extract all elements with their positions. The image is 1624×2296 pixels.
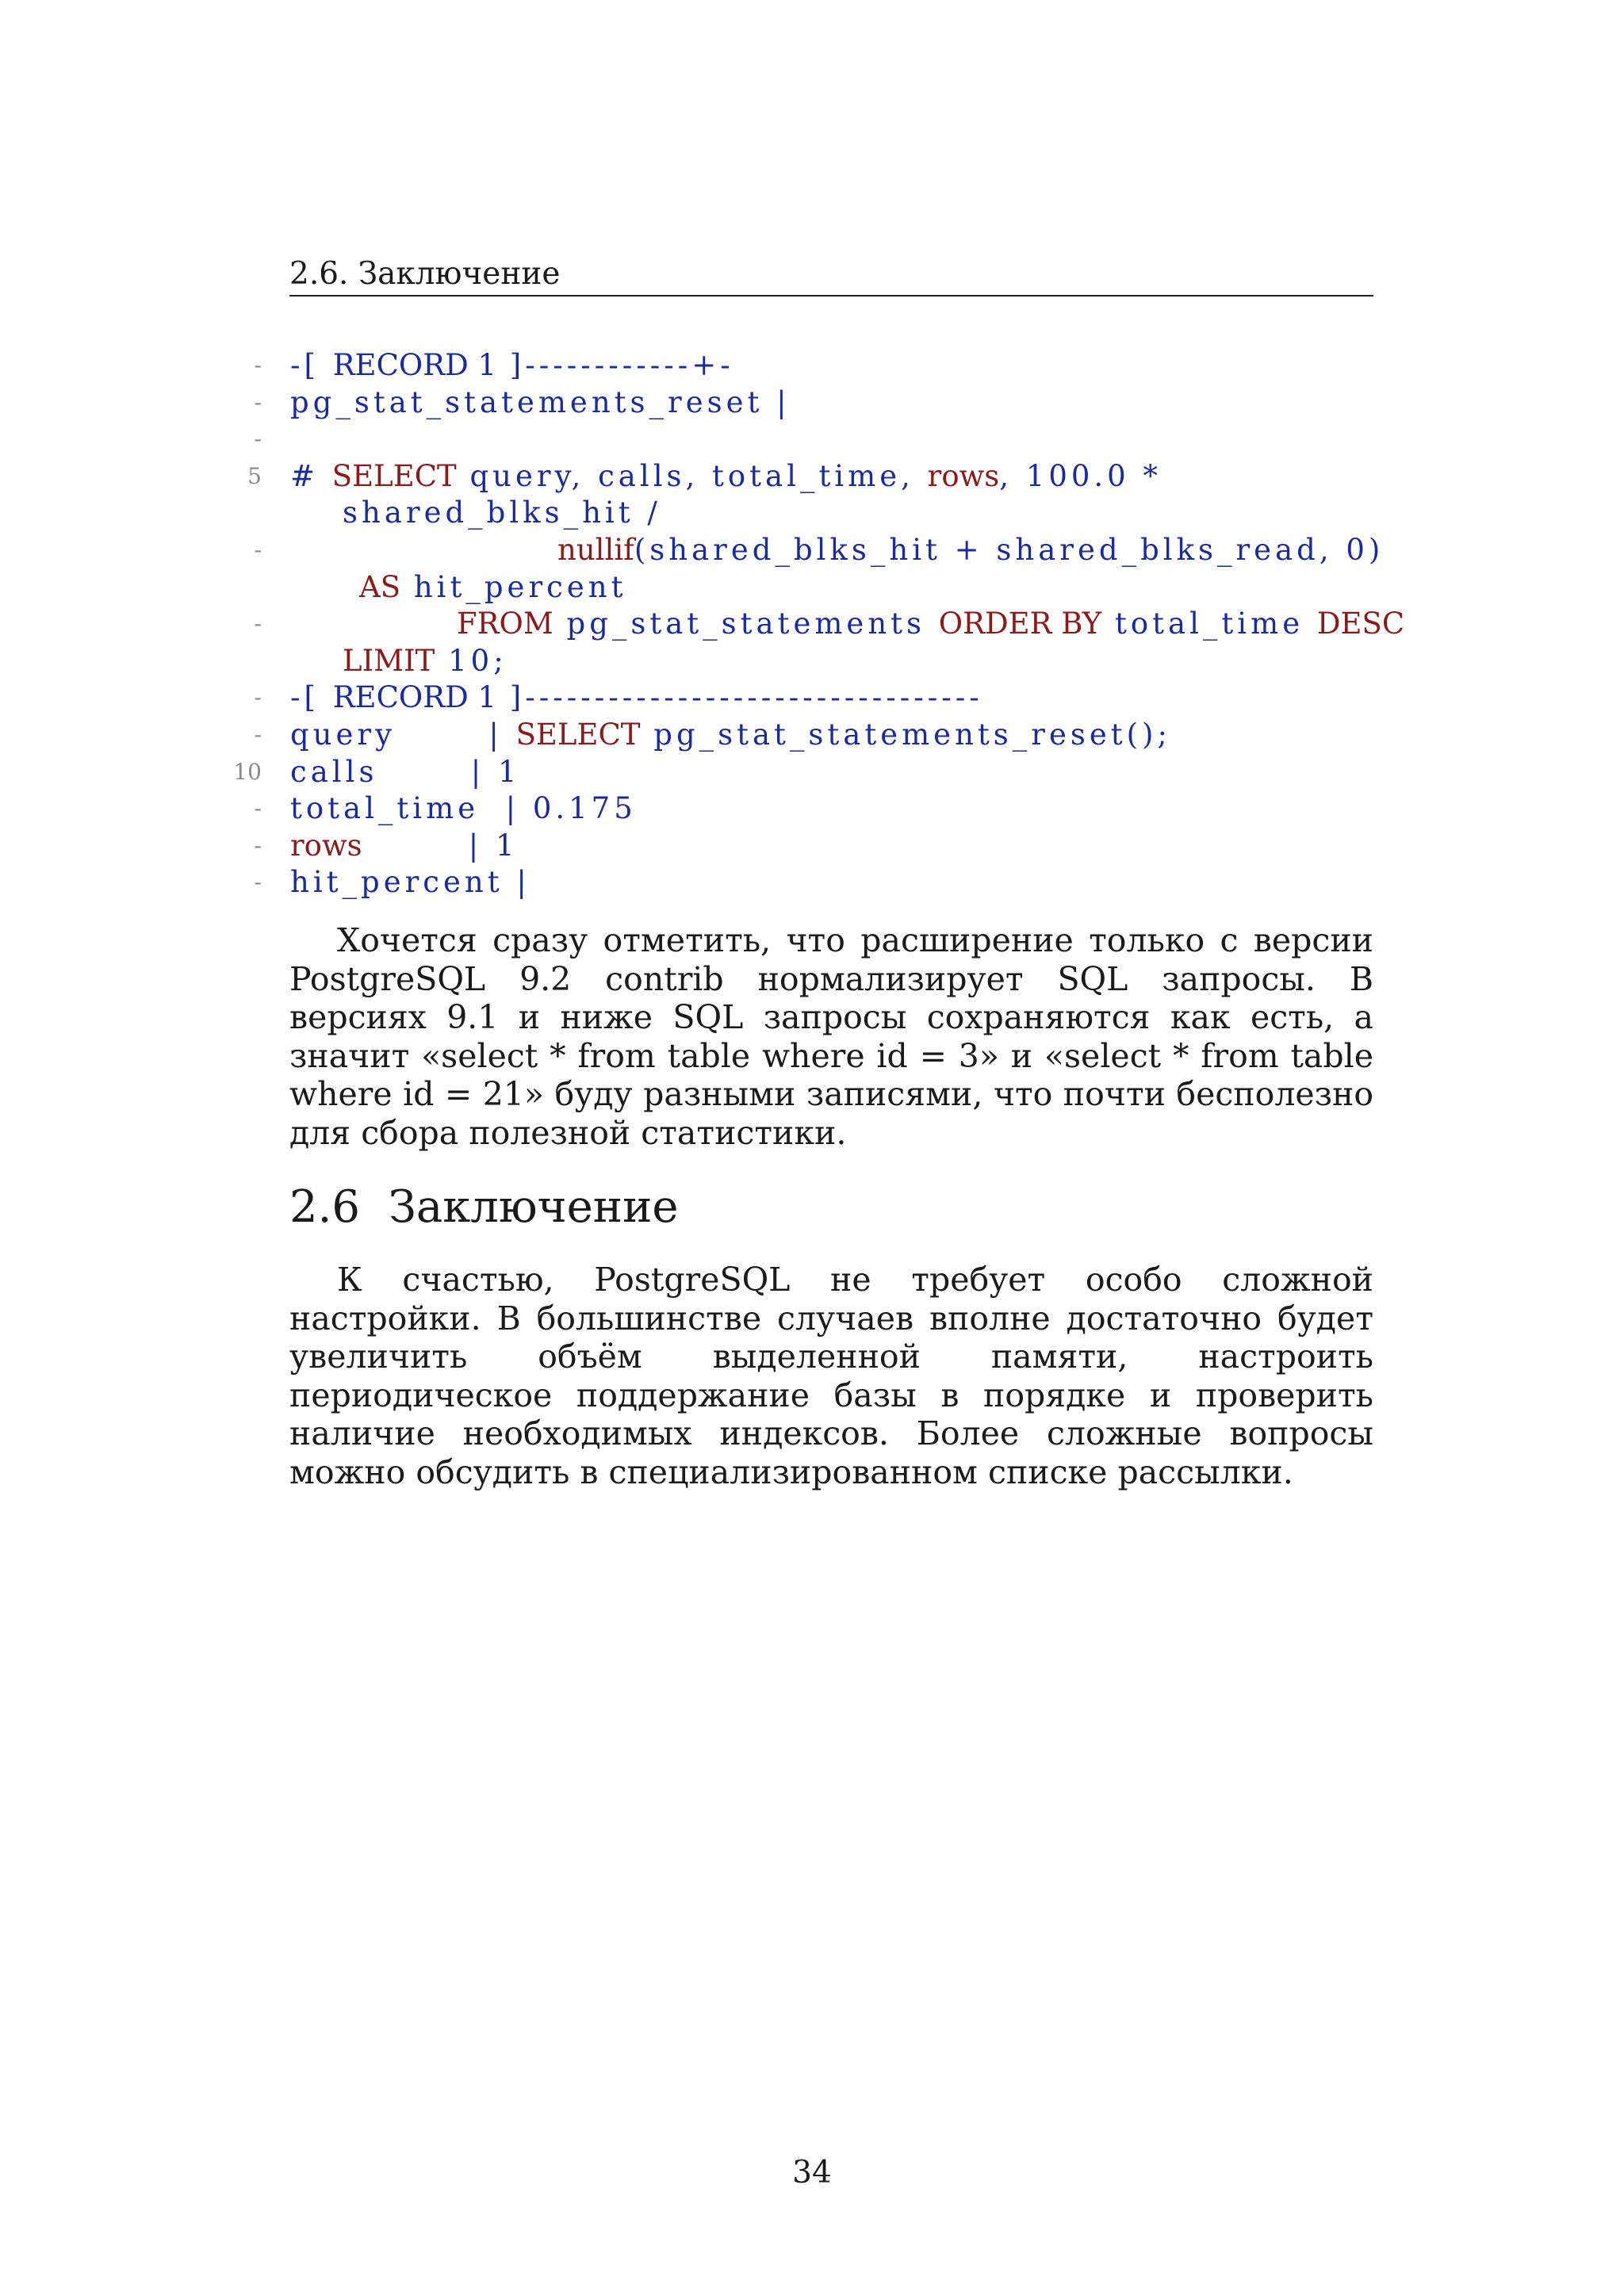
code-line-number: -: [254, 610, 262, 637]
code-text: [290, 495, 661, 531]
code-token: ORDER BY: [938, 607, 1102, 641]
code-token: total_time | 0.175: [290, 791, 637, 826]
code-token: RECORD 1: [332, 348, 497, 382]
code-line-number: -: [254, 832, 262, 859]
code-line-number: -: [254, 352, 262, 378]
code-token: total_time: [1101, 607, 1317, 641]
code-text: [290, 864, 530, 901]
code-line: [228, 828, 1386, 865]
code-token: ]---------------------------------: [496, 680, 983, 715]
code-line: [228, 569, 1386, 607]
code-token: pg_stat_statements: [553, 607, 939, 641]
code-token: query, calls, total_time,: [456, 458, 928, 493]
code-token: pg_stat_statements_reset |: [290, 385, 791, 419]
header-rule: [289, 295, 1373, 297]
code-token: ]------------+-: [496, 348, 734, 382]
code-line-number: -: [254, 684, 262, 711]
code-token: SELECT: [331, 458, 457, 493]
code-line-number: 10: [233, 758, 262, 785]
code-token: -[: [290, 680, 333, 715]
code-listing: [228, 347, 1405, 901]
code-token: AS: [359, 569, 401, 604]
code-text: [290, 606, 1404, 642]
code-line-number: -: [254, 869, 262, 896]
code-token: -[: [290, 348, 333, 382]
code-token: shared_blks_hit /: [343, 496, 661, 530]
code-text: [290, 754, 521, 790]
code-line: [228, 421, 1386, 458]
section-number: 2.6: [289, 1181, 361, 1233]
code-line-number: -: [254, 536, 262, 563]
code-line-number: -: [254, 721, 262, 748]
code-line: [228, 790, 1386, 828]
code-text: [290, 532, 1384, 568]
code-line-number: -: [254, 795, 262, 822]
code-text: [290, 828, 518, 864]
code-text: [290, 385, 791, 421]
code-text: [290, 643, 508, 679]
code-token: rows: [927, 458, 1000, 493]
code-line: [228, 717, 1386, 754]
code-token: nullif: [557, 532, 634, 567]
code-line: [228, 606, 1405, 643]
code-token: calls | 1: [290, 754, 521, 789]
code-text: [290, 569, 626, 606]
code-token: , 100.0 *: [999, 458, 1162, 493]
code-token: 10;: [435, 643, 508, 678]
code-token: hit_percent |: [290, 865, 530, 900]
body-paragraph-pg-stat-note: Хочется сразу отметить, что расширение только с версии PostgreSQL 9.2 contrib нормализирует SQL запросы. В версиях 9.1 и ниже SQL запросы сохраняются как есть, а значит «select * from table where id = 3» и «select * from table where id = 21» буду разными записями, что почти бесполезно для сбора полезной статистики.: [289, 921, 1373, 1152]
code-text: [290, 790, 637, 827]
code-text: [290, 347, 734, 384]
code-line: [228, 458, 1386, 496]
code-token: DESC: [1316, 607, 1405, 641]
code-token: query |: [290, 717, 516, 752]
section-title: Заключение: [389, 1181, 679, 1233]
section-heading: [289, 1180, 679, 1235]
code-line-number: -: [254, 426, 262, 453]
code-line-number: 5: [247, 462, 262, 489]
code-token: LIMIT: [343, 643, 435, 678]
code-line: [228, 347, 1386, 385]
code-line: [228, 385, 1386, 422]
code-line: [228, 679, 1386, 717]
code-line-number: -: [254, 388, 262, 415]
code-text: [290, 458, 1162, 495]
code-line: [228, 643, 1386, 680]
code-token: FROM: [457, 607, 553, 641]
code-line: [228, 532, 1386, 569]
code-line: [228, 754, 1386, 791]
code-token: hit_percent: [400, 569, 627, 604]
code-text: [290, 717, 1171, 753]
code-line: [228, 495, 1386, 532]
body-paragraph-conclusion: К счастью, PostgreSQL не требует особо сложной настройки. В большинстве случаев вполне достаточно будет увеличить объём выделенной памяти, настроить периодическое поддержание базы в порядке и проверить наличие необходимых индексов. Более сложные вопросы можно обсудить в специализированном списке рассылки.: [289, 1261, 1373, 1491]
code-text: [290, 679, 983, 716]
code-token: rows: [290, 828, 362, 863]
code-token: RECORD 1: [332, 680, 497, 715]
page-number: 34: [792, 2155, 832, 2191]
code-token: SELECT: [515, 717, 641, 752]
running-header: 2.6. Заключение: [289, 256, 561, 292]
code-token: pg_stat_statements_reset();: [640, 717, 1171, 752]
code-token: #: [290, 458, 332, 493]
code-token: (shared_blks_hit + shared_blks_read, 0): [634, 532, 1385, 567]
code-line: [228, 864, 1386, 901]
code-token: | 1: [362, 828, 519, 863]
